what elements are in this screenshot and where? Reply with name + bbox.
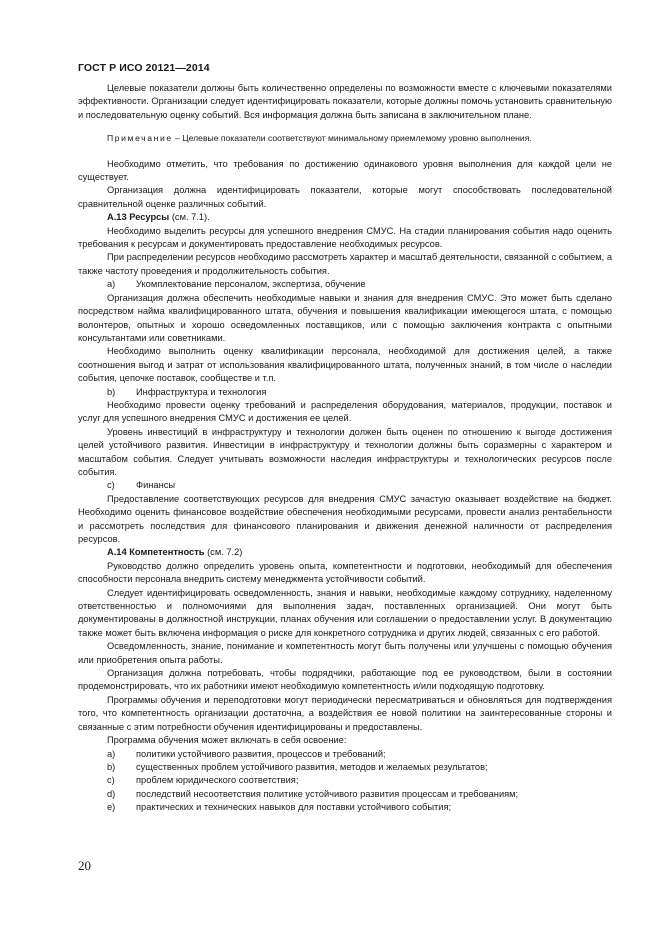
paragraph: Программы обучения и переподготовки могут периодически пересматриваться и обновляться для подтверждения того, что компетентность организации достаточна, а воздействия ее новой политики на заинтересованные стороны и связанные с этим потребности обучения идентифицированы и предоставлены. [78,694,612,732]
page-number: 20 [78,858,91,873]
note-text: – Целевые показатели соответствуют минимальному приемлемому уровню выполнения. [172,133,532,144]
list-marker: a) [107,748,116,759]
paragraph: Осведомленность, знание, понимание и компетентность могут быть получены или улучшены с помощью обучения или приобретения опыта работы. [78,641,612,665]
list-item [78,761,612,774]
paragraph: Уровень инвестиций в инфраструктуру и технологии должен быть оценен по отношению к выгоде достижения целей устойчивого развития. Инвестиции в инфраструктуру и технологии должны быть соразмерны с характером и масштабом события. Следует учитывать возможности наследия инфраструктуры и технологических ресурсов после события. [78,426,612,477]
list-item [78,479,612,492]
paragraph: Необходимо выделить ресурсы для успешного внедрения СМУС. На стадии планирования события надо оценить требования к ресурсам и документировать предоставление необходимых ресурсов. [78,225,612,250]
list-item-text: практических и технических навыков для поставки устойчивого события; [136,802,452,813]
paragraph: Необходимо выполнить оценку квалификации персонала, необходимой для достижения целей, а также соотношения выгод и затрат от использования квалифицированного штата, полученных знаний, в том числе о наследии события, цепочке поставок, сообществе и т.п. [78,346,612,384]
list-marker: a) [107,279,116,290]
paragraph: Организация должна потребовать, чтобы подрядчики, работающие под ее руководством, были в состоянии продемонстрировать, что их работники имеют необходимую компетентность и/или подходящую подготовку. [78,668,612,692]
paragraph: Целевые показатели должны быть количественно определены по возможности вместе с ключевыми показателями эффективности. Организации следует идентифицировать показатели, которые должны помочь установить сравнительную и последовательную оценку событий. Вся информация должна быть записана в заключительном плане. [78,83,612,120]
list-item [78,748,612,761]
list-marker: c) [107,480,115,491]
section-heading-a13 [78,211,612,224]
paragraph: Руководство должно определить уровень опыта, компетентности и подготовки, необходимый для обеспечения способности персонала внедрить систему менеджмента устойчивости событий. [78,560,612,585]
section-title: А.13 Ресурсы [107,212,170,223]
list-item-text: Укомплектование персоналом, экспертиза, обучение [136,279,366,290]
standard-header: ГОСТ Р ИСО 20121—2014 [78,62,210,74]
list-item [78,774,612,787]
list-item-text: Инфраструктура и технология [136,386,267,397]
paragraph: Необходимо отметить, что требования по достижению одинакового уровня выполнения для каждой цели не существует. [78,158,612,183]
list-marker: b) [107,386,116,397]
list-item-text: Финансы [136,480,176,491]
list-item-text: существенных проблем устойчивого развития, методов и желаемых результатов; [136,761,488,772]
list-marker: b) [107,761,116,772]
list-item-text: проблем юридического соответствия; [136,775,299,786]
list-item [78,788,612,801]
section-title: А.14 Компетентность [107,547,205,558]
list-item [78,278,612,291]
list-item-text: последствий несоответствия политике устойчивого развития процессам и требованиям; [136,788,519,799]
paragraph: Предоставление соответствующих ресурсов для внедрения СМУС зачастую оказывает воздействие на бюджет. Необходимо оценить финансовое воздействие обеспечения необходимыми ресурсами, провести анализ рентабельности и рассмотреть последствия для финансового планирования и движения денежной наличности от распределения ресурсов. [78,493,612,544]
section-reference: (см. 7.2) [204,547,243,558]
paragraph: Программа обучения может включать в себя освоение: [107,735,347,746]
section-heading-a14 [78,546,612,559]
paragraph: Организация должна обеспечить необходимые навыки и знания для внедрения СМУС. Это может быть сделано посредством найма квалифицированного штата, обучения и повышения квалификации имеющегося штата, с помощью волонтеров, опытных и хорошо осведомленных поставщиков, или с помощью заключения контракта с опытными консультантами или советниками. [78,292,612,343]
paragraph: При распределении ресурсов необходимо рассмотреть характер и масштаб деятельности, связанной с событием, а также частоту проведения и продолжительность события. [78,252,612,276]
list-marker: c) [107,775,115,786]
note [78,132,612,145]
page-body [78,82,612,815]
list-item [78,801,612,814]
section-reference: (см. 7.1). [169,212,210,223]
list-item-text: политики устойчивого развития, процессов и требований; [136,748,386,759]
paragraph: Необходимо провести оценку требований и распределения оборудования, материалов, продукции, поставок и услуг для успешного внедрения СМУС и достижения ее целей. [78,399,612,424]
paragraph: Организация должна идентифицировать показатели, которые могут способствовать последовательной сравнительной оценке различных событий. [78,185,612,209]
list-marker: d) [107,788,116,799]
list-item [78,386,612,399]
note-label: Примечание [107,133,173,144]
paragraph: Следует идентифицировать осведомленность, знания и навыки, необходимые каждому сотруднику, наделенному ответственностью и полномочиями для выполнения задач, поставленных организацией. Они могут быть документированы в должностной инструкции, планах обучения или соглашении о предоставлении услуг. В документацию также может быть включена информация о риске для конкретного сотрудника и других людей, связанных с его работой. [78,587,612,638]
list-marker: e) [107,802,116,813]
